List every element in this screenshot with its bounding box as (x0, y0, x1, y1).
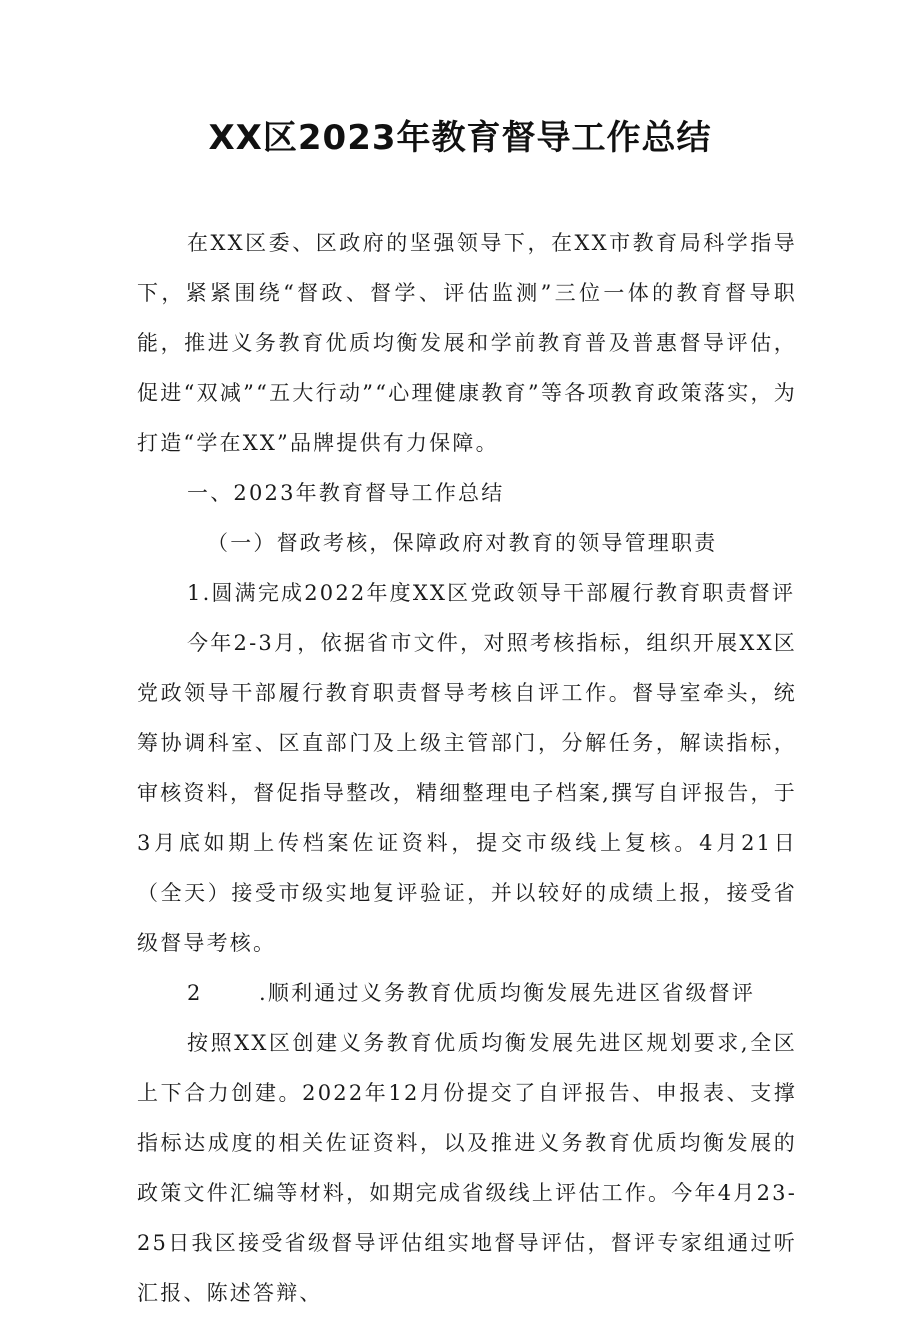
item-body-2: 按照XX区创建义务教育优质均衡发展先进区规划要求,全区上下合力创建。2022年12月份提交了自评报告、申报表、支撑指标达成度的相关佐证资料，以及推进义务教育优质均衡发展的政策文件汇编等材料，如期完成省级线上评估工作。今年4月23-25日我区接受省级督导评估组实地督导评估，督评专家组通过听汇报、陈述答辩、 (137, 1031, 797, 1305)
item-body-1: 今年2-3月，依据省市文件，对照考核指标，组织开展XX区党政领导干部履行教育职责督导考核自评工作。督导室牵头，统筹协调科室、区直部门及上级主管部门，分解任务，解读指标，审核资料，督促指导整改，精细整理电子档案,撰写自评报告，于3月底如期上传档案佐证资料，提交市级线上复核。4月21日（全天）接受市级实地复评验证，并以较好的成绩上报，接受省级督导考核。 (137, 631, 797, 955)
item-title-2: .顺利通过义务教育优质均衡发展先进区省级督评 (259, 981, 756, 1005)
document-title: XX区2023年教育督导工作总结 (208, 118, 712, 158)
subsection-heading-1: （一）督政考核，保障政府对教育的领导管理职责 (207, 531, 718, 555)
document-body (137, 218, 797, 1318)
item-number-1: 1 (187, 581, 203, 605)
section-heading-1: 一、2023年教育督导工作总结 (187, 481, 505, 505)
item-number-2: 2 (187, 981, 203, 1005)
item-title-1: .圆满完成2022年度XX区党政领导干部履行教育职责督评 (202, 581, 796, 605)
item-heading-1 (137, 568, 797, 618)
item-heading-2 (137, 968, 797, 1018)
intro-paragraph: 在XX区委、区政府的坚强领导下，在XX市教育局科学指导下，紧紧围绕“督政、督学、评估监测”三位一体的教育督导职能，推进义务教育优质均衡发展和学前教育普及普惠督导评估，促进“双减”“五大行动”“心理健康教育”等各项教育政策落实，为打造“学在XX”品牌提供有力保障。 (137, 231, 797, 455)
